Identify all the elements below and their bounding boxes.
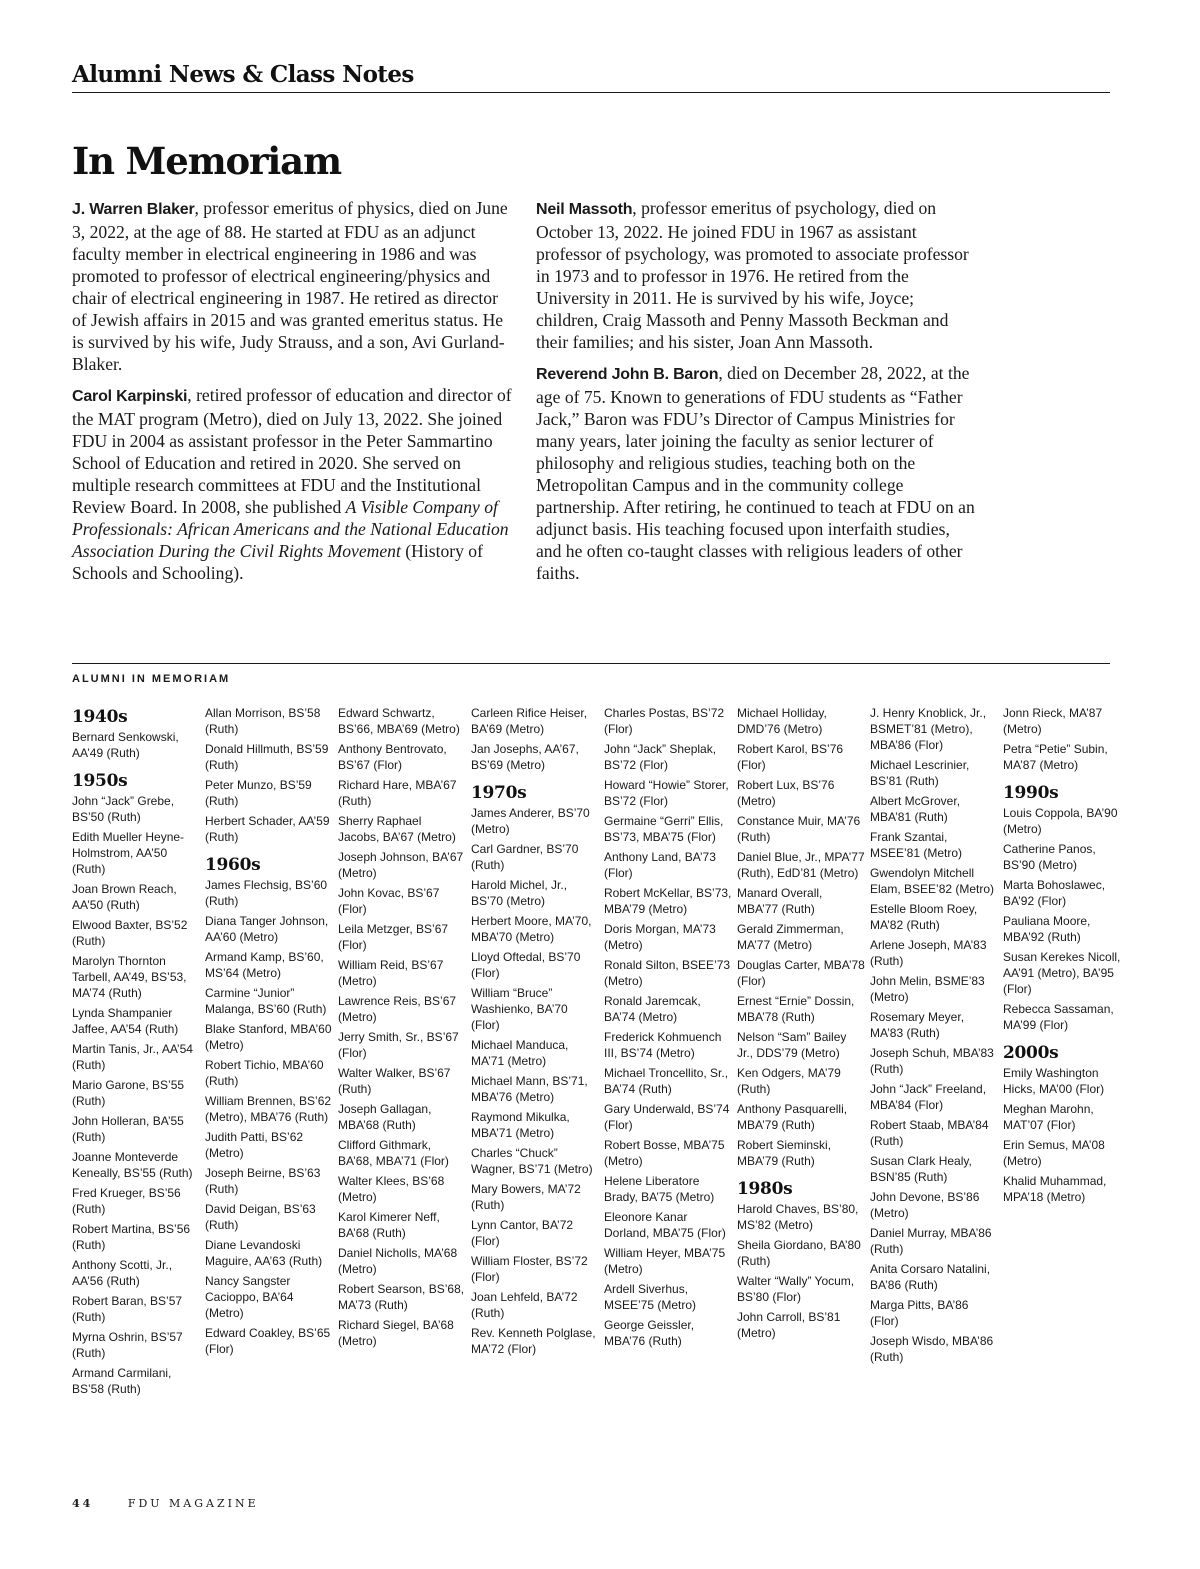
alumni-entry: Marga Pitts, BA’86 (Flor) [870,1298,969,1328]
alumni-entry: Leila Metzger, BS’67 (Flor) [338,922,449,952]
alumni-entry: Jerry Smith, Sr., BS’67 (Flor) [338,1030,459,1060]
alumni-entry: William Brennen, BS’62 (Metro), MBA’76 (Ruth) [205,1094,332,1124]
alumni-entry: Armand Carmilani, BS’58 (Ruth) [72,1366,172,1396]
obituary-name: Reverend John B. Baron [536,366,719,383]
obituary-text-end: (History of Schools and Schooling). [72,541,483,583]
alumni-entry: Carleen Rifice Heiser, BA’69 (Metro) [471,706,588,736]
alumni-entry: Mary Bowers, MA’72 (Ruth) [471,1182,581,1212]
alumni-entry: Elwood Baxter, BS’52 (Ruth) [72,918,188,948]
alumni-entry: Robert Searson, BS’68, MA’73 (Ruth) [338,1282,465,1312]
alumni-entry: Edith Mueller Heyne-Holmstrom, AA’50 (Ruth) [72,830,185,876]
alumni-entry: Jonn Rieck, MA’87 (Metro) [1003,706,1103,736]
alumni-entry: Rosemary Meyer, MA’83 (Ruth) [870,1010,965,1040]
alumni-entry: Marolyn Thornton Tarbell, AA’49, BS’53, MA’74 (Ruth) [72,954,187,1000]
alumni-entry: Howard “Howie” Storer, BS’72 (Flor) [604,778,729,808]
alumni-entry: Michael Troncellito, Sr., BA’74 (Ruth) [604,1066,729,1096]
alumni-entry: Armand Kamp, BS’60, MS’64 (Metro) [205,950,324,980]
alumni-entry: William Heyer, MBA’75 (Metro) [604,1246,726,1276]
alumni-entry: Daniel Murray, MBA’86 (Ruth) [870,1226,992,1256]
alumni-entry: Robert Martina, BS’56 (Ruth) [72,1222,191,1252]
alumni-entry: Joanne Monteverde Keneally, BS’55 (Ruth) [72,1150,193,1180]
alumni-entry: Walter Walker, BS’67 (Ruth) [338,1066,451,1096]
alumni-entry: Robert Tichio, MBA’60 (Ruth) [205,1058,324,1088]
alumni-entry: Harold Chaves, BS’80, MS’82 (Metro) [737,1202,859,1232]
alumni-entry: Herbert Moore, MA’70, MBA’70 (Metro) [471,914,592,944]
alumni-entry: Marta Bohoslawec, BA’92 (Flor) [1003,878,1106,908]
alumni-entry: Robert Sieminski, MBA’79 (Ruth) [737,1138,832,1168]
alumni-entry: Carmine “Junior” Malanga, BS’60 (Ruth) [205,986,327,1016]
obituary-text: , professor emeritus of psychology, died on October 13, 2022. He joined FDU in 1967 as assistant professor of psychology, was promoted to associate professor in 1973 and to professor in 1976. He retired from the University in 2011. He is survived by his wife, Joyce; children, Craig Massoth and Penny Massoth Beckman and their families; and his sister, Joan Ann Massoth. [536,198,969,352]
alumni-entry: David Deigan, BS’63 (Ruth) [205,1202,316,1232]
decade-heading: 1960s [205,855,261,875]
alumni-column [72,705,200,1401]
book-title: A Visible Company of Professionals: African Americans and the National Education Association During the Civil Rights Movement [72,497,509,561]
alumni-entry: Ronald Silton, BSEE’73 (Metro) [604,958,731,988]
alumni-entry: Joan Lehfeld, BA’72 (Ruth) [471,1290,578,1320]
alumni-entry: Blake Stanford, MBA’60 (Metro) [205,1022,332,1052]
alumni-entry: Manard Overall, MBA’77 (Ruth) [737,886,823,916]
alumni-entry: Peter Munzo, BS’59 (Ruth) [205,778,312,808]
alumni-entry: Douglas Carter, MBA’78 (Flor) [737,958,865,988]
alumni-entry: Karol Kimerer Neff, BA’68 (Ruth) [338,1210,440,1240]
alumni-entry: Emily Washington Hicks, MA’00 (Flor) [1003,1066,1105,1096]
decade-heading: 1990s [1003,783,1059,803]
alumni-entry: Judith Patti, BS’62 (Metro) [205,1130,304,1160]
decade-heading: 1940s [72,707,128,727]
alumni-entry: Bernard Senkowski, AA’49 (Ruth) [72,730,179,760]
alumni-entry: Joseph Johnson, BA’67 (Metro) [338,850,464,880]
alumni-entry: Raymond Mikulka, MBA’71 (Metro) [471,1110,570,1140]
alumni-entry: Anita Corsaro Natalini, BA’86 (Ruth) [870,1262,991,1292]
obituary-karpinski [72,384,512,584]
alumni-entry: Herbert Schader, AA’59 (Ruth) [205,814,330,844]
alumni-entry: Anthony Pasquarelli, MBA’79 (Ruth) [737,1102,848,1132]
alumni-column [870,705,998,1369]
alumni-entry: Arlene Joseph, MA’83 (Ruth) [870,938,987,968]
alumni-entry: Mario Garone, BS’55 (Ruth) [72,1078,185,1108]
alumni-entry: Joseph Beirne, BS’63 (Ruth) [205,1166,321,1196]
alumni-entry: Gwendolyn Mitchell Elam, BSEE’82 (Metro) [870,866,995,896]
alumni-entry: Anthony Scotti, Jr., AA’56 (Ruth) [72,1258,173,1288]
alumni-entry: Allan Morrison, BS’58 (Ruth) [205,706,321,736]
obituary-text: , retired professor of education and director of the MAT program (Metro), died on July 13, 2022. She joined FDU in 2004 as assistant professor in the Peter Sammartino School of Education and retired in 2020. She served on multiple research committees at FDU and the Institutional Review Board. In 2008, she published [72,385,512,517]
alumni-entry: Myrna Oshrin, BS’57 (Ruth) [72,1330,183,1360]
alumni-entry: Frank Szantai, MSEE’81 (Metro) [870,830,963,860]
alumni-entry: Catherine Panos, BS’90 (Metro) [1003,842,1096,872]
alumni-entry: Diana Tanger Johnson, AA’60 (Metro) [205,914,329,944]
obituaries-left-column [72,197,512,593]
alumni-entry: Ernest “Ernie” Dossin, MBA’78 (Ruth) [737,994,855,1024]
decade-heading: 1980s [737,1179,793,1199]
alumni-entry: Lynda Shampanier Jaffee, AA’54 (Ruth) [72,1006,179,1036]
alumni-entry: Carl Gardner, BS’70 (Ruth) [471,842,579,872]
alumni-entry: John Carroll, BS’81 (Metro) [737,1310,841,1340]
alumni-entry: Ronald Jaremcak, BA’74 (Metro) [604,994,701,1024]
alumni-entry: Charles “Chuck” Wagner, BS’71 (Metro) [471,1146,593,1176]
obituary-name: Carol Karpinski [72,388,188,405]
page-number: 44 [72,1497,94,1510]
alumni-entry: Robert Karol, BS’76 (Flor) [737,742,844,772]
alumni-entry: Harold Michel, Jr., BS’70 (Metro) [471,878,568,908]
alumni-entry: Robert Lux, BS’76 (Metro) [737,778,835,808]
alumni-entry: Joseph Gallagan, MBA’68 (Ruth) [338,1102,432,1132]
alumni-column [737,705,865,1345]
alumni-entry: Doris Morgan, MA’73 (Metro) [604,922,716,952]
alumni-entry: Lynn Cantor, BA’72 (Flor) [471,1218,574,1248]
alumni-entry: Anthony Land, BA’73 (Flor) [604,850,716,880]
alumni-divider [72,663,1110,664]
obituary-text: , professor emeritus of physics, died on June 3, 2022, at the age of 88. He started at FDU as an adjunct faculty member in electrical engineering in 1986 and was promoted to professor of electrical engineering/physics and chair of electrical engineering in 1987. He retired as director of Jewish affairs in 2015 and was granted emeritus status. He is survived by his wife, Judy Strauss, and a son, Avi Gurland-Blaker. [72,198,508,374]
alumni-entry: Albert McGrover, MBA’81 (Ruth) [870,794,961,824]
alumni-entry: Gary Underwald, BS’74 (Flor) [604,1102,730,1132]
alumni-entry: Erin Semus, MA’08 (Metro) [1003,1138,1105,1168]
alumni-entry: John Melin, BSME’83 (Metro) [870,974,985,1004]
alumni-entry: Daniel Nicholls, MA’68 (Metro) [338,1246,458,1276]
page-title: In Memoriam [72,139,341,183]
alumni-entry: Eleonore Kanar Dorland, MBA’75 (Flor) [604,1210,726,1240]
alumni-entry: Meghan Marohn, MAT’07 (Flor) [1003,1102,1094,1132]
alumni-entry: Petra “Petie” Subin, MA’87 (Metro) [1003,742,1108,772]
alumni-entry: Rebecca Sassaman, MA’99 (Flor) [1003,1002,1114,1032]
obituary-text: , died on December 28, 2022, at the age of 75. Known to generations of FDU students as “Father Jack,” Baron was FDU’s Director of Campus Ministries for many years, later joining the faculty as senior lecturer of philosophy and religious studies, teaching both on the Metropolitan Campus and in the community college partnership. After retiring, he continued to teach at FDU on an adjunct basis. His teaching focused upon interfaith studies, and he often co-taught classes with religious leaders of other faiths. [536,363,975,583]
decade-heading: 1970s [471,783,527,803]
alumni-entry: Anthony Bentrovato, BS’67 (Flor) [338,742,447,772]
alumni-entry: John Kovac, BS’67 (Flor) [338,886,440,916]
alumni-entry: Robert Staab, MBA’84 (Ruth) [870,1118,989,1148]
alumni-column [471,705,599,1361]
alumni-entry: James Anderer, BS’70 (Metro) [471,806,590,836]
page-footer [72,1497,259,1510]
alumni-entry: Gerald Zimmerman, MA’77 (Metro) [737,922,844,952]
publication-name: FDU MAGAZINE [127,1497,259,1510]
alumni-entry: Fred Krueger, BS’56 (Ruth) [72,1186,181,1216]
alumni-entry: Pauliana Moore, MBA’92 (Ruth) [1003,914,1091,944]
alumni-entry: Richard Siegel, BA’68 (Metro) [338,1318,454,1348]
alumni-entry: Susan Kerekes Nicoll, AA’91 (Metro), BA’95 (Flor) [1003,950,1121,996]
alumni-entry: Richard Hare, MBA’67 (Ruth) [338,778,457,808]
alumni-entry: Charles Postas, BS’72 (Flor) [604,706,725,736]
alumni-entry: Joseph Wisdo, MBA’86 (Ruth) [870,1334,994,1364]
alumni-entry: Martin Tanis, Jr., AA’54 (Ruth) [72,1042,193,1072]
alumni-entry: Walter Klees, BS’68 (Metro) [338,1174,445,1204]
alumni-entry: Diane Levandoski Maguire, AA’63 (Ruth) [205,1238,323,1268]
alumni-entry: Walter “Wally” Yocum, BS’80 (Flor) [737,1274,855,1304]
alumni-entry: Edward Coakley, BS’65 (Flor) [205,1326,331,1356]
alumni-entry: Michael Mann, BS’71, MBA’76 (Metro) [471,1074,588,1104]
alumni-entry: George Geissler, MBA’76 (Ruth) [604,1318,695,1348]
alumni-entry: John “Jack” Freeland, MBA’84 (Flor) [870,1082,987,1112]
alumni-entry: Joseph Schuh, MBA’83 (Ruth) [870,1046,994,1076]
alumni-entry: William Reid, BS’67 (Metro) [338,958,444,988]
obituary-blaker [72,197,512,375]
alumni-column [205,705,333,1361]
decade-heading: 1950s [72,771,128,791]
alumni-entry: Germaine “Gerri” Ellis, BS’73, MBA’75 (Flor) [604,814,724,844]
alumni-entry: Khalid Muhammad, MPA’18 (Metro) [1003,1174,1107,1204]
alumni-entry: Michael Lescrinier, BS’81 (Ruth) [870,758,970,788]
alumni-heading: ALUMNI IN MEMORIAM [72,673,231,685]
alumni-entry: Donald Hillmuth, BS’59 (Ruth) [205,742,329,772]
alumni-entry: John “Jack” Sheplak, BS’72 (Flor) [604,742,717,772]
alumni-entry: John “Jack” Grebe, BS’50 (Ruth) [72,794,175,824]
alumni-entry: Lawrence Reis, BS’67 (Metro) [338,994,457,1024]
obituary-name: J. Warren Blaker [72,201,195,218]
alumni-column [604,705,732,1353]
alumni-entry: James Flechsig, BS’60 (Ruth) [205,878,328,908]
alumni-entry: Rev. Kenneth Polglase, MA’72 (Flor) [471,1326,596,1356]
alumni-entry: Lloyd Oftedal, BS’70 (Flor) [471,950,581,980]
obituaries-right-column [536,197,976,593]
alumni-entry: John Holleran, BA’55 (Ruth) [72,1114,184,1144]
alumni-entry: John Devone, BS’86 (Metro) [870,1190,980,1220]
alumni-entry: Susan Clark Healy, BSN’85 (Ruth) [870,1154,972,1184]
alumni-entry: Joan Brown Reach, AA’50 (Ruth) [72,882,177,912]
alumni-column [1003,705,1131,1209]
alumni-entry: Michael Manduca, MA’71 (Metro) [471,1038,569,1068]
alumni-entry: Robert McKellar, BS’73, MBA’79 (Metro) [604,886,732,916]
alumni-entry: Nelson “Sam” Bailey Jr., DDS’79 (Metro) [737,1030,847,1060]
obituary-baron [536,362,976,584]
alumni-entry: Robert Baran, BS’57 (Ruth) [72,1294,183,1324]
alumni-entry: Sherry Raphael Jacobs, BA’67 (Metro) [338,814,456,844]
obituary-massoth [536,197,976,353]
alumni-entry: William Floster, BS’72 (Flor) [471,1254,588,1284]
alumni-entry: Edward Schwartz, BS’66, MBA’69 (Metro) [338,706,460,736]
alumni-entry: Nancy Sangster Cacioppo, BA’64 (Metro) [205,1274,294,1320]
alumni-entry: Frederick Kohmuench III, BS’74 (Metro) [604,1030,722,1060]
alumni-entry: J. Henry Knoblick, Jr., BSMET’81 (Metro), MBA’86 (Flor) [870,706,987,752]
section-title: Alumni News & Class Notes [72,61,414,88]
alumni-entry: William “Bruce” Washienko, BA’70 (Flor) [471,986,568,1032]
alumni-entry: Estelle Bloom Roey, MA’82 (Ruth) [870,902,978,932]
alumni-entry: Ken Odgers, MA’79 (Ruth) [737,1066,841,1096]
decade-heading: 2000s [1003,1043,1059,1063]
alumni-entry: Jan Josephs, AA’67, BS’69 (Metro) [471,742,579,772]
alumni-entry: Constance Muir, MA’76 (Ruth) [737,814,861,844]
alumni-entry: Ardell Siverhus, MSEE’75 (Metro) [604,1282,697,1312]
alumni-entry: Sheila Giordano, BA’80 (Ruth) [737,1238,861,1268]
obituary-name: Neil Massoth [536,201,633,218]
alumni-entry: Helene Liberatore Brady, BA’75 (Metro) [604,1174,715,1204]
section-header [72,60,1110,93]
alumni-entry: Clifford Githmark, BA’68, MBA’71 (Flor) [338,1138,449,1168]
alumni-entry: Robert Bosse, MBA’75 (Metro) [604,1138,725,1168]
alumni-entry: Louis Coppola, BA’90 (Metro) [1003,806,1118,836]
alumni-entry: Daniel Blue, Jr., MPA’77 (Ruth), EdD’81 (Metro) [737,850,865,880]
alumni-column [338,705,466,1353]
alumni-entry: Michael Holliday, DMD’76 (Metro) [737,706,827,736]
